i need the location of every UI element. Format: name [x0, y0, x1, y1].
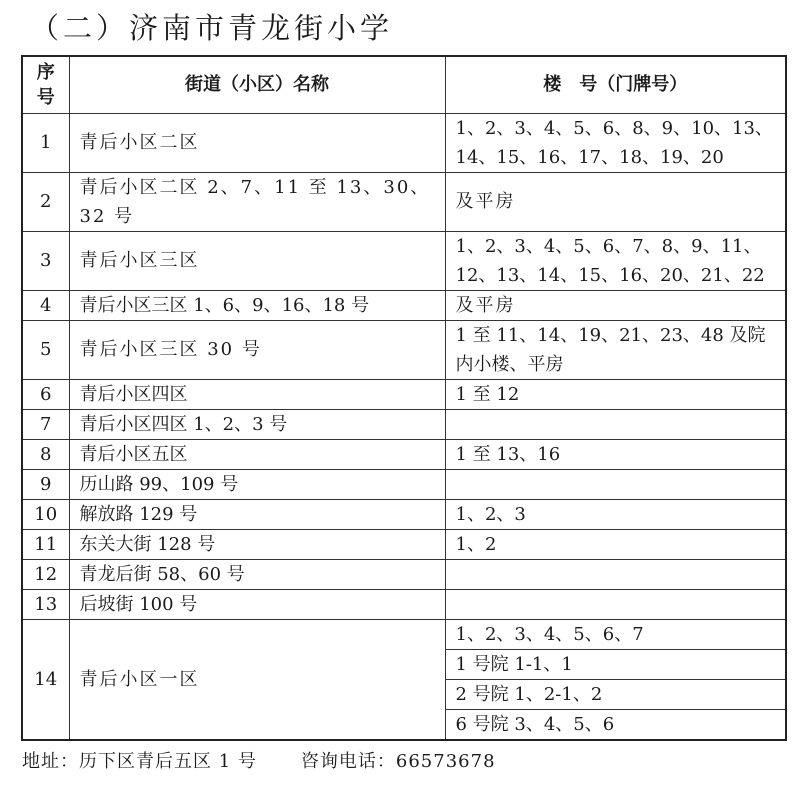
row-index: 3: [22, 231, 69, 290]
row-street: 青后小区二区 2、7、11 至 13、30、32 号: [69, 172, 445, 231]
row-buildings: 及平房: [445, 290, 786, 320]
footer-address: 地址：历下区青后五区 1 号: [22, 751, 257, 772]
footer-phone: 咨询电话：66573678: [300, 751, 496, 772]
row-index: 9: [22, 469, 69, 499]
header-street: 街道（小区）名称: [69, 56, 445, 113]
row-index: 2: [22, 172, 69, 231]
page-title: （二）济南市青龙街小学: [30, 11, 394, 45]
row-index: 14: [22, 619, 69, 740]
table-row: [22, 290, 786, 320]
row-street: 解放路 129 号: [69, 499, 445, 529]
row-buildings: 6 号院 3、4、5、6: [445, 709, 786, 740]
row-street: 青后小区四区: [69, 379, 445, 409]
district-table: [21, 55, 787, 741]
row-buildings: 1、2、3: [445, 499, 786, 529]
row-index: 4: [22, 290, 69, 320]
table-row: [22, 439, 786, 469]
row-buildings: [445, 409, 786, 439]
row-street: 青后小区四区 1、2、3 号: [69, 409, 445, 439]
row-buildings: 1 至 11、14、19、21、23、48 及院内小楼、平房: [445, 320, 786, 379]
row-street: 东关大街 128 号: [69, 529, 445, 559]
row-index: 1: [22, 113, 69, 172]
table-row: [22, 231, 786, 290]
row-index: 8: [22, 439, 69, 469]
table-row: [22, 172, 786, 231]
table-row: [22, 379, 786, 409]
row-buildings: 及平房: [445, 172, 786, 231]
row-buildings: [445, 469, 786, 499]
row-street: 青后小区一区: [69, 619, 445, 740]
table-row: [22, 113, 786, 172]
row-buildings: 1 至 13、16: [445, 439, 786, 469]
table-row: [22, 559, 786, 589]
table-header-row: [22, 56, 786, 113]
row-buildings: 1、2: [445, 529, 786, 559]
row-street: 后坡街 100 号: [69, 589, 445, 619]
row-buildings: [445, 559, 786, 589]
table-row: [22, 409, 786, 439]
row-buildings: 1 至 12: [445, 379, 786, 409]
row-buildings: 1、2、3、4、5、6、7、8、9、11、12、13、14、15、16、20、21、22: [445, 231, 786, 290]
row-street: 青后小区三区 30 号: [69, 320, 445, 379]
row-buildings: 1、2、3、4、5、6、7: [445, 619, 786, 649]
table-row: [22, 469, 786, 499]
row-index: 13: [22, 589, 69, 619]
row-street: 历山路 99、109 号: [69, 469, 445, 499]
table-row: [22, 529, 786, 559]
row-street: 青后小区三区: [69, 231, 445, 290]
header-index: 序号: [22, 56, 69, 113]
table-row: [22, 589, 786, 619]
row-index: 5: [22, 320, 69, 379]
table-row: [22, 499, 786, 529]
row-buildings: 2 号院 1、2-1、2: [445, 679, 786, 709]
row-index: 6: [22, 379, 69, 409]
row-street: 青后小区三区 1、6、9、16、18 号: [69, 290, 445, 320]
table-row: [22, 320, 786, 379]
footer: [22, 747, 496, 773]
row-street: 青后小区二区: [69, 113, 445, 172]
row-index: 10: [22, 499, 69, 529]
row-buildings: [445, 589, 786, 619]
row-index: 12: [22, 559, 69, 589]
row-street: 青龙后街 58、60 号: [69, 559, 445, 589]
row-index: 7: [22, 409, 69, 439]
header-building: 楼 号（门牌号）: [445, 56, 786, 113]
row-buildings: 1 号院 1-1、1: [445, 649, 786, 679]
row-street: 青后小区五区: [69, 439, 445, 469]
table-row: [22, 619, 786, 649]
row-index: 11: [22, 529, 69, 559]
row-buildings: 1、2、3、4、5、6、8、9、10、13、14、15、16、17、18、19、20: [445, 113, 786, 172]
